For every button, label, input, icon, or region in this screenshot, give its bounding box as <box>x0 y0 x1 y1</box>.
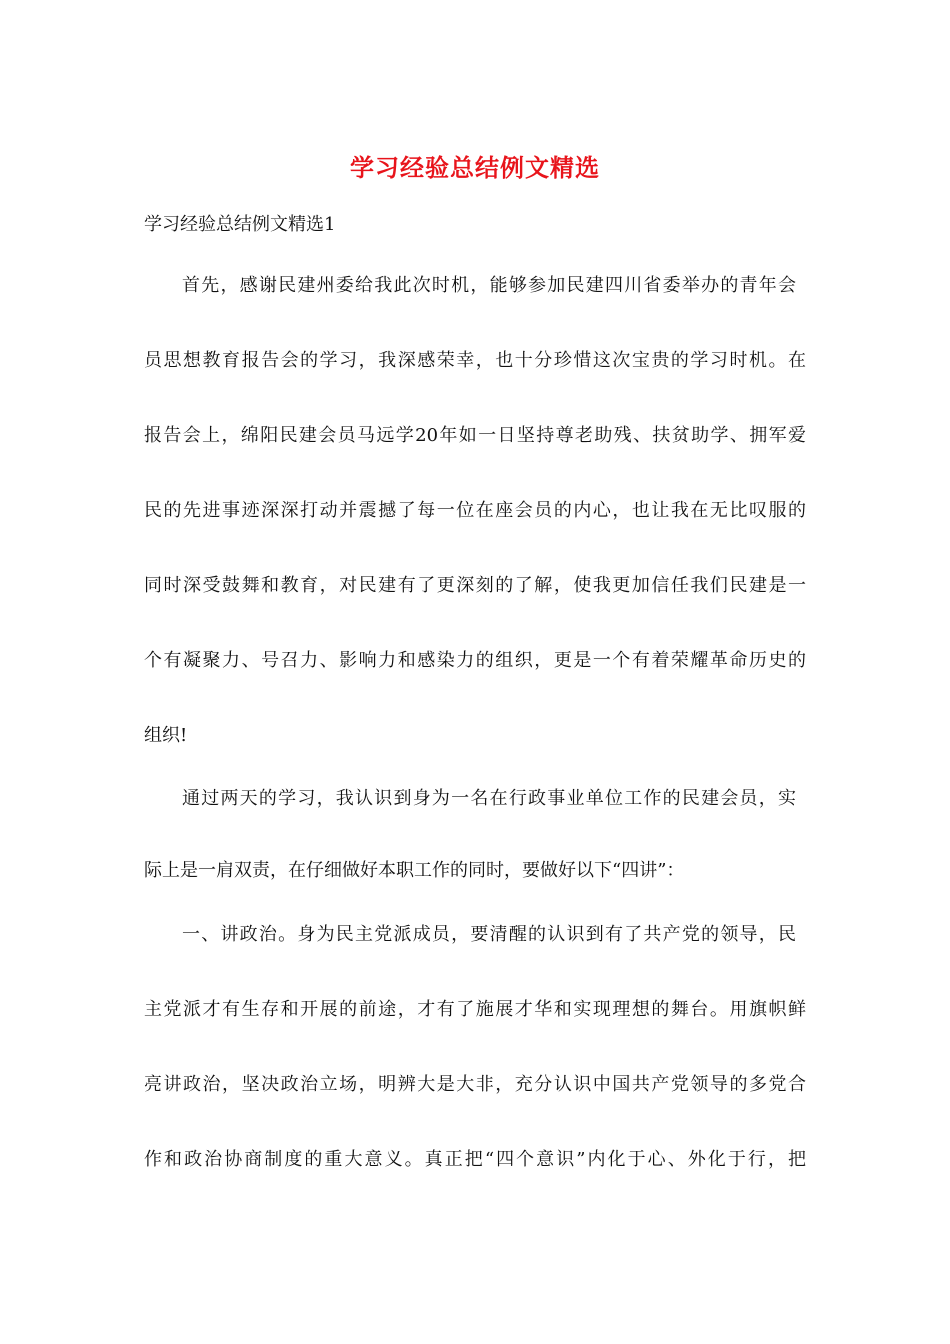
paragraph-line: 一、讲政治。身为民主党派成员，要清醒的认识到有了共产党的领导，民 <box>182 924 796 945</box>
paragraph-line: 主党派才有生存和开展的前途，才有了施展才华和实现理想的舞台。用旗帜鲜 <box>144 999 806 1020</box>
paragraph-line: 通过两天的学习，我认识到身为一名在行政事业单位工作的民建会员，实 <box>182 788 796 809</box>
paragraph-line: 亮讲政治，坚决政治立场，明辨大是大非，充分认识中国共产党领导的多党合 <box>144 1074 806 1095</box>
paragraph-line: 民的先进事迹深深打动并震撼了每一位在座会员的内心，也让我在无比叹服的 <box>144 500 806 521</box>
section-heading: 学习经验总结例文精选1 <box>144 214 336 235</box>
paragraph-line: 个有凝聚力、号召力、影响力和感染力的组织，更是一个有着荣耀革命历史的 <box>144 650 806 671</box>
paragraph-line: 际上是一肩双责，在仔细做好本职工作的同时，要做好以下“四讲”： <box>144 860 685 881</box>
paragraph-line: 同时深受鼓舞和教育，对民建有了更深刻的了解，使我更加信任我们民建是一 <box>144 575 806 596</box>
document-title: 学习经验总结例文精选 <box>350 153 600 182</box>
paragraph-line: 组织! <box>144 725 188 746</box>
paragraph-line: 首先，感谢民建州委给我此次时机，能够参加民建四川省委举办的青年会 <box>182 275 796 296</box>
paragraph-line: 报告会上，绵阳民建会员马远学20年如一日坚持尊老助残、扶贫助学、拥军爱 <box>144 425 806 446</box>
paragraph-line: 员思想教育报告会的学习，我深感荣幸，也十分珍惜这次宝贵的学习时机。在 <box>144 350 806 371</box>
paragraph-line: 作和政治协商制度的重大意义。真正把“四个意识”内化于心、外化于行，把 <box>144 1149 806 1170</box>
